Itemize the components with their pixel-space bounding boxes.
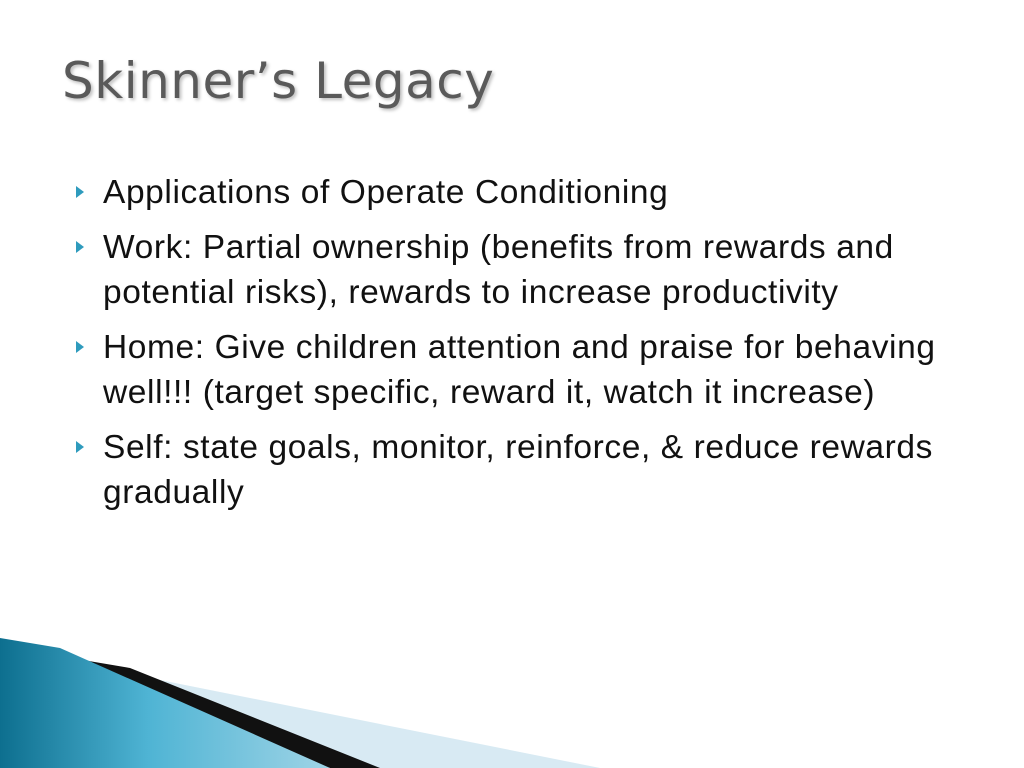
bullet-item	[76, 170, 976, 215]
bullet-text: Home: Give children attention and praise for behaving well!!! (target specific, reward it, watch it increase)	[103, 329, 936, 411]
bullet-text: Applications of Operate Conditioning	[103, 174, 669, 211]
bullet-item	[76, 325, 976, 415]
teal-swoosh-shape	[0, 638, 330, 768]
bullet-item	[76, 425, 976, 515]
bullet-text: Work: Partial ownership (benefits from rewards and potential risks), rewards to increase productivity	[103, 229, 894, 311]
bullet-arrow-icon	[76, 241, 84, 253]
bullet-text: Self: state goals, monitor, reinforce, & reduce rewards gradually	[103, 429, 933, 511]
bullet-list	[76, 170, 976, 525]
corner-swoosh-decoration	[0, 638, 1024, 768]
bullet-arrow-icon	[76, 441, 84, 453]
slide-title: Skinner’s Legacy	[62, 52, 495, 110]
bullet-item	[76, 225, 976, 315]
bullet-arrow-icon	[76, 341, 84, 353]
bullet-arrow-icon	[76, 186, 84, 198]
